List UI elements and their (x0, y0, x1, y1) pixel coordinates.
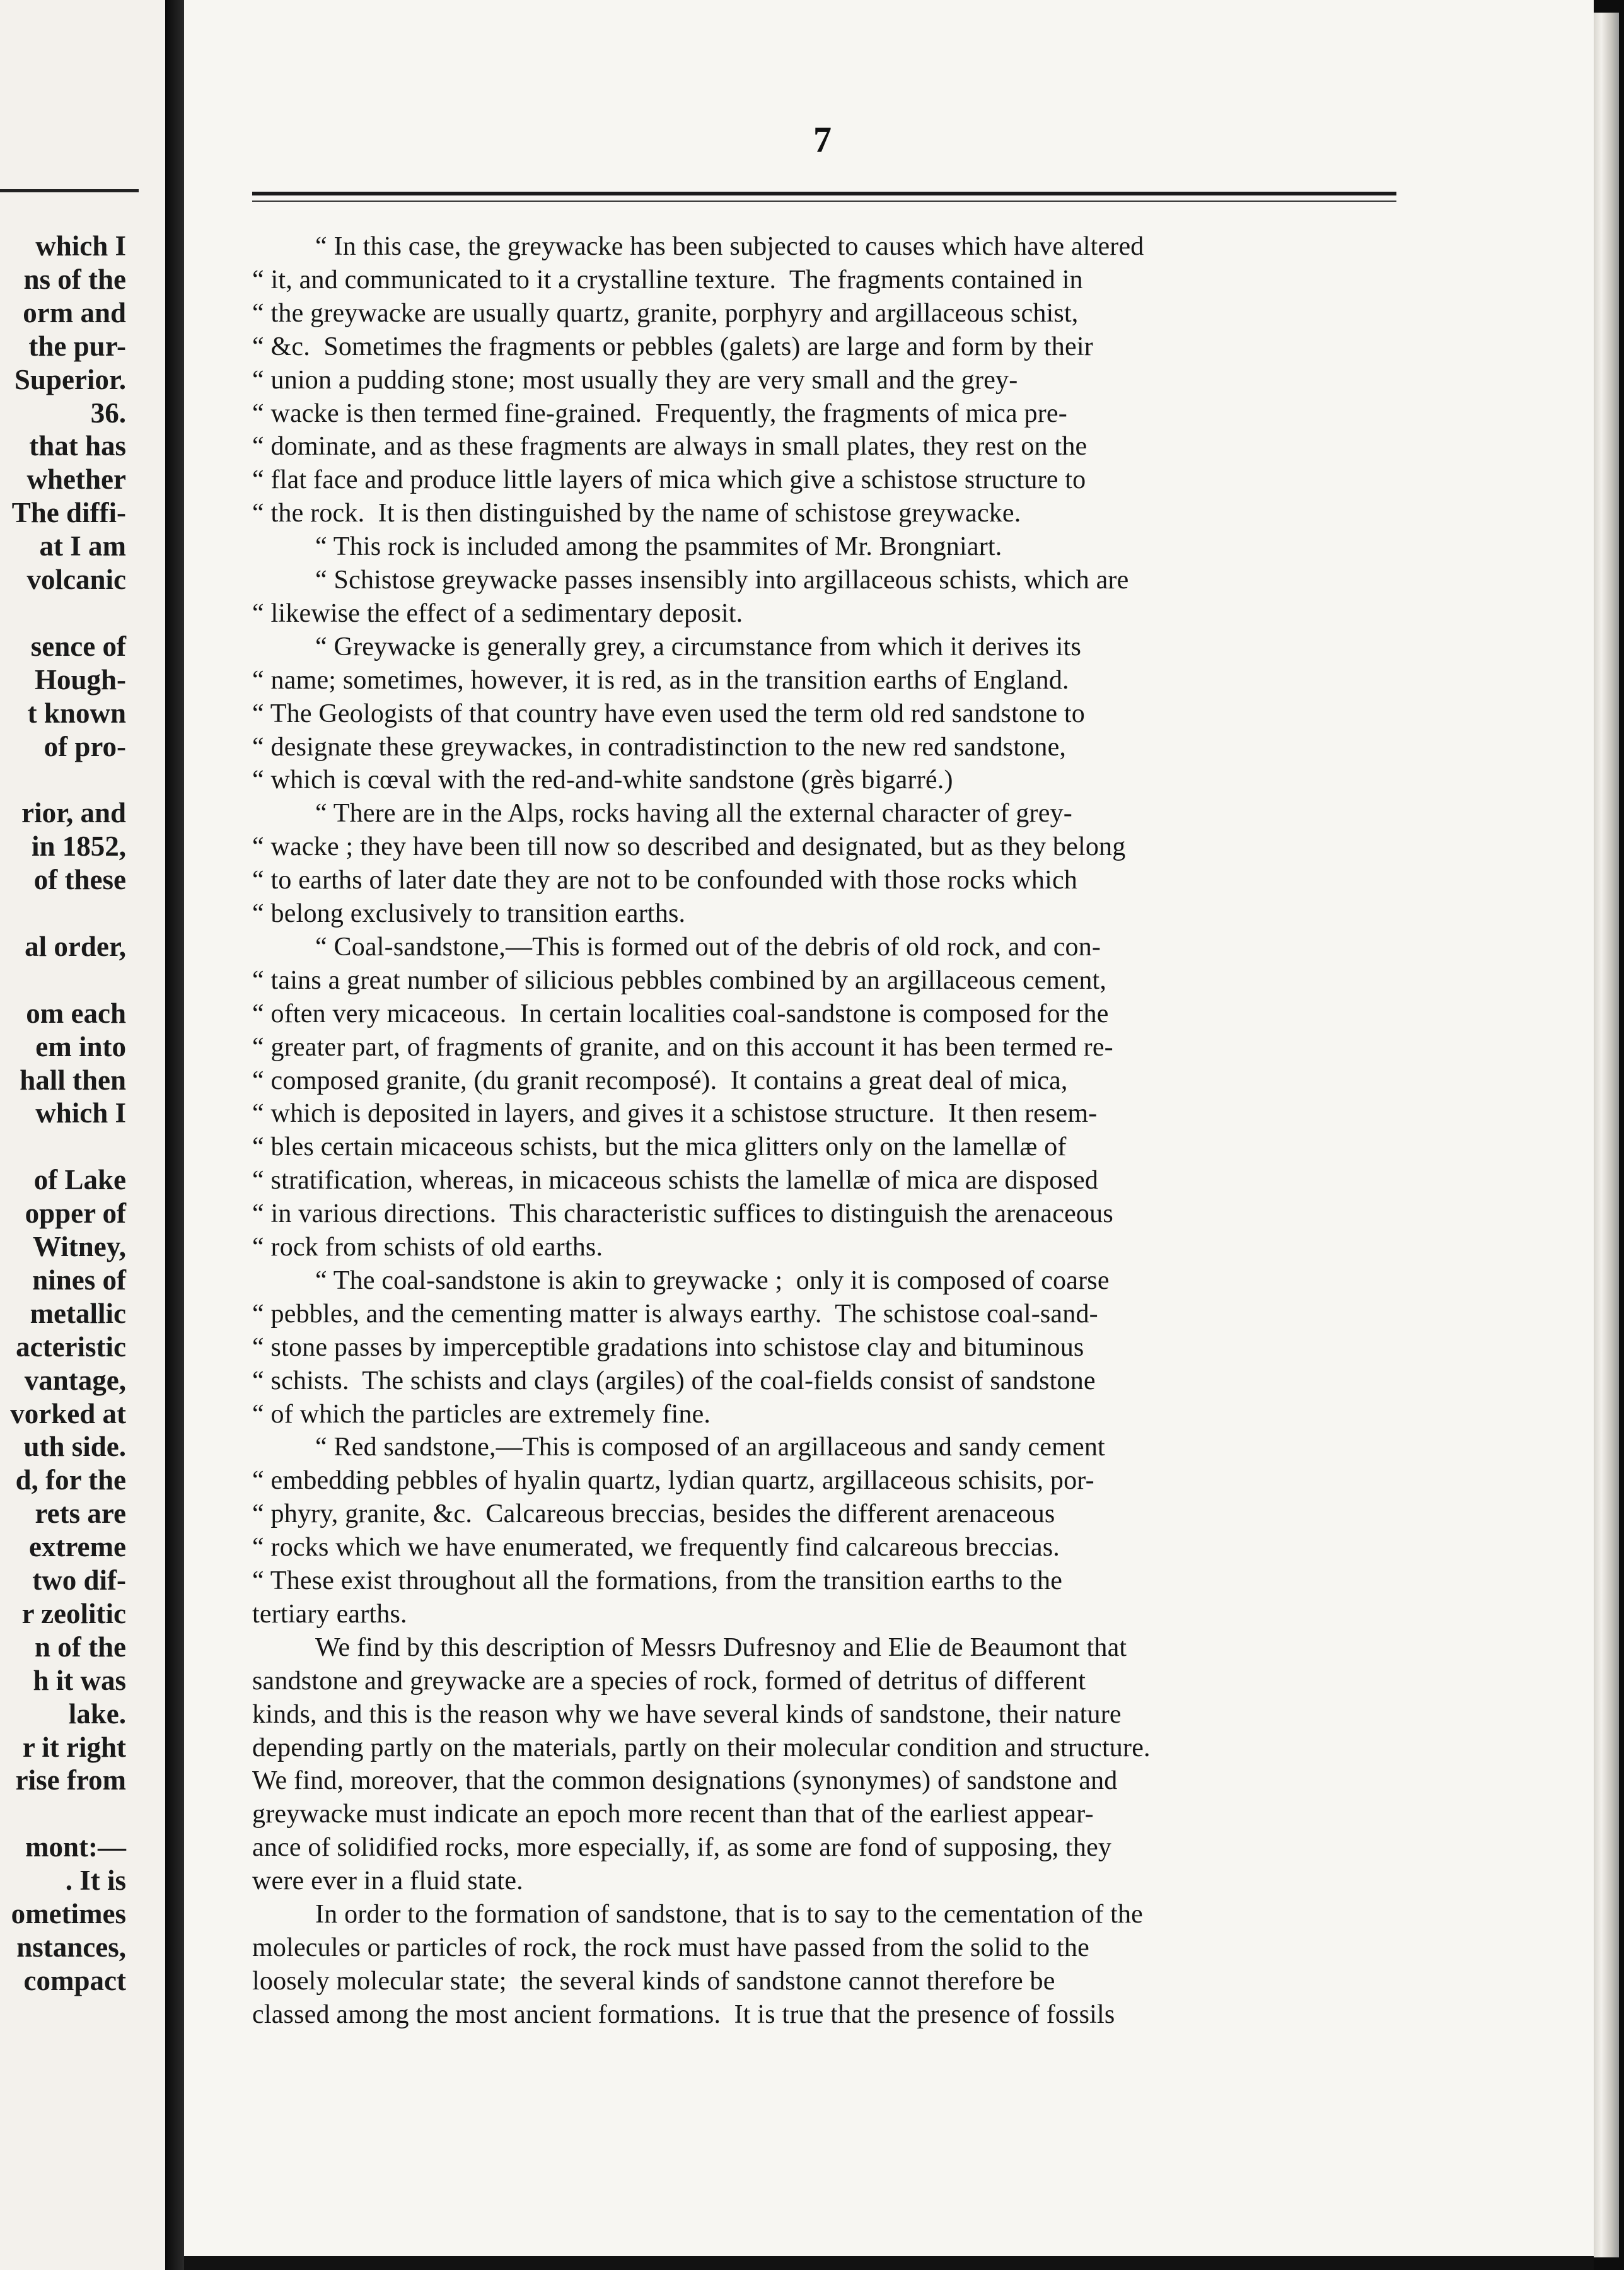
text-line: “ of which the particles are extremely fine. (252, 1399, 711, 1429)
text-line: kinds, and this is the reason why we have several kinds of sandstone, their nature (252, 1699, 1122, 1729)
page-edge (1594, 13, 1619, 2257)
text-line: “ This rock is included among the psammites of Mr. Brongniart. (315, 532, 1002, 562)
text-line: “ schists. The schists and clays (argiles) of the coal-fields consist of sandstone (252, 1366, 1096, 1395)
header-rule (252, 192, 1396, 195)
header-rule-thin (252, 201, 1396, 202)
text-line: “ to earths of later date they are not to be confounded with those rocks which (252, 866, 1078, 895)
left-page-line: two dif- (32, 1564, 126, 1596)
left-page-line: volcanic (26, 564, 126, 595)
text-line: “ Schistose greywacke passes insensibly into argillaceous schists, which are (315, 566, 1129, 595)
text-line: tertiary earths. (252, 1599, 407, 1629)
text-line: “ the greywacke are usually quartz, granite, porphyry and argillaceous schist, (252, 298, 1079, 328)
left-page-line: ometimes (11, 1898, 126, 1930)
left-page-line: compact (23, 1964, 126, 1996)
left-page-line: rise from (15, 1764, 126, 1796)
text-line: classed among the most ancient formations. It is true that the presence of fossils (252, 1999, 1115, 2029)
left-page-line: em into (35, 1030, 126, 1062)
text-line: “ designate these greywackes, in contradistinction to the new red sandstone, (252, 732, 1067, 762)
text-line: “ likewise the effect of a sedimentary deposit. (252, 598, 743, 628)
text-line: sandstone and greywacke are a species of rock, formed of detritus of different (252, 1666, 1086, 1696)
left-page-line: r it right (22, 1731, 126, 1763)
book-gutter (165, 0, 184, 2270)
left-page-line: at I am (39, 530, 126, 562)
text-line: “ There are in the Alps, rocks having all the external character of grey- (315, 799, 1072, 829)
left-page-line: of Lake (33, 1164, 126, 1196)
text-line: “ bles certain micaceous schists, but the mica glitters only on the lamellæ of (252, 1132, 1067, 1162)
text-line: “ tains a great number of silicious pebbles combined by an argillaceous cement, (252, 965, 1107, 995)
left-page-line: extreme (28, 1531, 126, 1563)
text-line: “ In this case, the greywacke has been subjected to causes which have altered (315, 232, 1144, 261)
text-line: “ often very micaceous. In certain localities coal-sandstone is composed for the (252, 999, 1109, 1028)
left-page-line: acteristic (16, 1330, 126, 1363)
text-line: “ The coal-sandstone is akin to greywacke ; only it is composed of coarse (315, 1266, 1110, 1295)
left-page-line: nines of (32, 1264, 126, 1296)
left-page-line: Superior. (14, 363, 126, 395)
left-page-line: that has (29, 430, 126, 462)
text-line: “ name; sometimes, however, it is red, as in the transition earths of England. (252, 665, 1069, 695)
text-line: were ever in a fluid state. (252, 1866, 523, 1896)
left-page-line: 36. (90, 397, 126, 429)
text-line: We find, moreover, that the common designations (synonymes) of sandstone and (252, 1766, 1118, 1796)
text-line: We find by this description of Messrs Dufresnoy and Elie de Beaumont that (315, 1633, 1127, 1662)
text-line: In order to the formation of sandstone, that is to say to the cementation of the (315, 1900, 1143, 1929)
text-line: loosely molecular state; the several kinds of sandstone cannot therefore be (252, 1966, 1055, 1996)
left-page-line: n of the (35, 1631, 126, 1663)
text-line: “ which is deposited in layers, and gives it a schistose structure. It then resem- (252, 1099, 1098, 1129)
text-line: “ wacke is then termed fine-grained. Frequently, the fragments of mica pre- (252, 399, 1067, 428)
text-line: “ belong exclusively to transition earths. (252, 899, 686, 928)
left-facing-page (0, 0, 165, 2270)
left-page-line: of these (33, 864, 126, 896)
text-line: “ Coal-sandstone,—This is formed out of the debris of old rock, and con- (315, 932, 1101, 962)
left-page-line: vantage, (24, 1364, 126, 1396)
left-page-line: opper of (25, 1197, 126, 1230)
text-line: “ it, and communicated to it a crystalline texture. The fragments contained in (252, 265, 1083, 294)
left-page-line: Hough- (34, 663, 126, 696)
text-line: “ the rock. It is then distinguished by the name of schistose greywacke. (252, 499, 1021, 528)
text-line: “ wacke ; they have been till now so described and designated, but as they belong (252, 832, 1126, 862)
left-page-line: in 1852, (31, 830, 126, 863)
text-line: “ stratification, whereas, in micaceous schists the lamellæ of mica are disposed (252, 1166, 1099, 1196)
text-line: “ which is cœval with the red-and-white sandstone (grès bigarré.) (252, 765, 953, 795)
text-line: greywacke must indicate an epoch more recent than that of the earliest appear- (252, 1800, 1094, 1829)
left-page-line: which I (35, 1097, 126, 1129)
text-line: “ Red sandstone,—This is composed of an argillaceous and sandy cement (315, 1433, 1105, 1462)
text-line: “ &c. Sometimes the fragments or pebbles (galets) are large and form by their (252, 332, 1093, 361)
bottom-edge (184, 2256, 1594, 2270)
left-page-line: rets are (35, 1498, 126, 1530)
page-number: 7 (813, 119, 832, 160)
text-line: “ in various directions. This characteristic suffices to distinguish the arenaceous (252, 1199, 1113, 1229)
left-page-line: vorked at (10, 1397, 126, 1429)
text-line: ance of solidified rocks, more especially, if, as some are fond of supposing, they (252, 1833, 1112, 1863)
left-page-rule (0, 189, 139, 192)
text-line: “ pebbles, and the cementing matter is always earthy. The schistose coal-sand- (252, 1299, 1098, 1329)
text-line: “ rocks which we have enumerated, we frequently find calcareous breccias. (252, 1533, 1060, 1563)
text-line: “ phyry, granite, &c. Calcareous breccias, besides the different arenaceous (252, 1499, 1055, 1529)
left-page-line: The diffi- (11, 497, 126, 529)
text-line: “ embedding pebbles of hyalin quartz, lydian quartz, argillaceous schisits, por- (252, 1466, 1094, 1496)
left-page-line: mont:— (25, 1831, 126, 1863)
left-page-line: Witney, (33, 1231, 126, 1262)
left-page-line: whether (26, 463, 126, 496)
text-line: “ union a pudding stone; most usually they are very small and the grey- (252, 365, 1018, 395)
left-page-line: hall then (20, 1064, 126, 1096)
text-line: “ composed granite, (du granit recomposé). It contains a great deal of mica, (252, 1066, 1068, 1095)
left-page-line: d, for the (15, 1464, 126, 1496)
text-line: depending partly on the materials, partly on their molecular condition and structure. (252, 1733, 1151, 1762)
left-page-line: the pur- (28, 330, 126, 362)
left-page-line: of pro- (44, 730, 126, 762)
left-page-line: ns of the (23, 263, 126, 295)
text-line: molecules or particles of rock, the rock must have passed from the solid to the (252, 1933, 1089, 1962)
left-page-line: sence of (30, 630, 126, 662)
text-line: “ rock from schists of old earths. (252, 1233, 603, 1262)
text-line: “ greater part, of fragments of granite, and on this account it has been termed re- (252, 1032, 1113, 1062)
text-line: “ Greywacke is generally grey, a circumstance from which it derives its (315, 632, 1081, 661)
text-line: “ stone passes by imperceptible gradations into schistose clay and bituminous (252, 1332, 1084, 1362)
left-page-line: lake. (68, 1697, 126, 1730)
left-page-line: which I (35, 230, 126, 262)
text-line: “ The Geologists of that country have even used the term old red sandstone to (252, 699, 1085, 728)
left-page-line: rior, and (21, 797, 126, 829)
left-page-line: . It is (65, 1865, 126, 1897)
left-page-line: nstances, (16, 1931, 126, 1963)
text-line: “ flat face and produce little layers of mica which give a schistose structure to (252, 465, 1086, 495)
left-page-line: t known (27, 697, 126, 729)
left-page-line: uth side. (23, 1431, 126, 1463)
left-page-line: om each (26, 997, 126, 1029)
text-line: “ dominate, and as these fragments are always in small plates, they rest on the (252, 432, 1088, 462)
left-page-line: al order, (25, 930, 126, 962)
left-page-line: metallic (30, 1297, 126, 1329)
text-line: “ These exist throughout all the formations, from the transition earths to the (252, 1566, 1063, 1595)
left-page-line: h it was (33, 1664, 126, 1696)
left-page-line: orm and (23, 296, 126, 329)
left-page-line: r zeolitic (21, 1597, 126, 1629)
